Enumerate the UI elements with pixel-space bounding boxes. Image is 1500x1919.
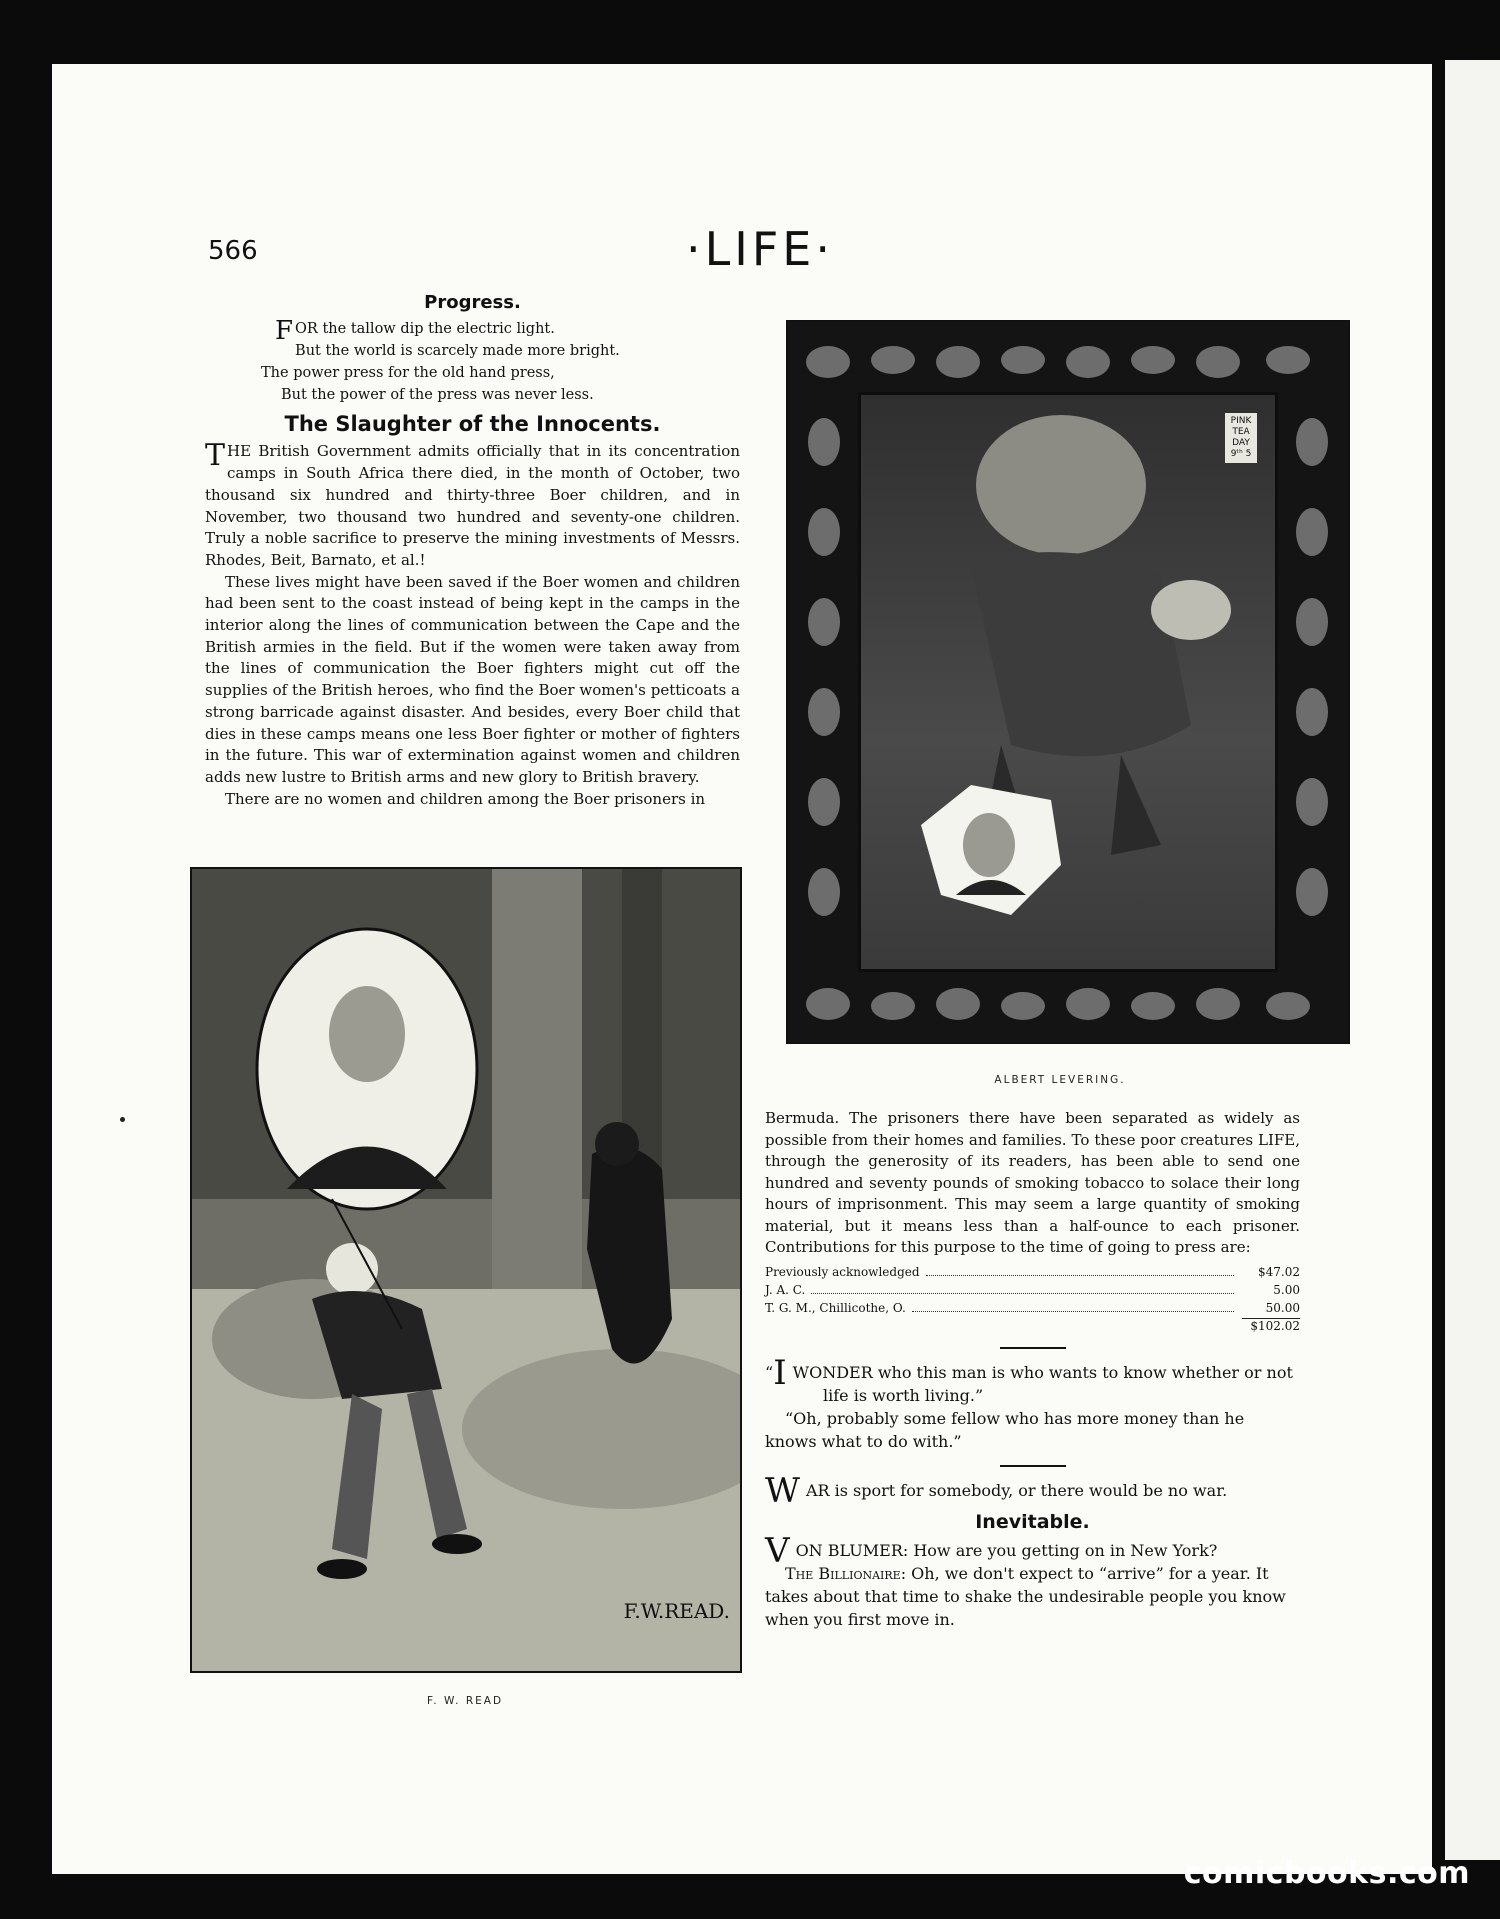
drop-cap: V	[765, 1531, 790, 1571]
slaughter-paragraph-1: THE British Government admits officially that in its concentration camps in South Africa there died, in the month of October, two thousand six hundred and thirty-three Boer children, and in November, two thousand two hundred and seventy-one children. Truly a noble sacrifice to preserve the mining investments of Messrs. Rhodes, Beit, Barnato, et al.!	[205, 438, 740, 569]
slaughter-paragraph-2: These lives might have been saved if the Boer women and children had been sent to the coast instead of being kept in the camps in the interior along the lines of communication between the Cape and the British armies in the field. But if the women were taken away from the lines of communication the Boer fighters might cut off the supplies of the British heroes, who find the Boer women's petticoats a strong barricade against disaster. And besides, every Boer child that dies in these camps means one less Boer fighter or mother of fighters in the future. This war of extermination against women and children adds new lustre to British arms and new glory to British bravery.	[205, 572, 740, 786]
slaughter-paragraph-3: There are no women and children among the Boer prisoners in	[225, 789, 706, 808]
page-number: 566	[208, 236, 258, 266]
inevitable-line-1: VON BLUMER: How are you getting on in New York?	[765, 1531, 1218, 1571]
right-illustration-caption: ALBERT LEVERING.	[994, 1074, 1126, 1086]
wonder-joke	[765, 1352, 1300, 1453]
ledger-row: T. G. M., Chillicothe, O. 50.00	[765, 1300, 1300, 1315]
poem-line: But the world is scarcely made more bright.	[295, 342, 620, 359]
ledger-total: $102.02	[765, 1317, 1300, 1335]
adjacent-page-edge	[1445, 60, 1500, 1860]
slaughter-title: The Slaughter of the Innocents.	[284, 411, 661, 436]
golfer-bear-drawing	[192, 869, 740, 1671]
masthead-title: ·LIFE·	[686, 222, 834, 276]
poem-line: The power press for the old hand press,	[261, 364, 555, 381]
right-column	[765, 1108, 1300, 1631]
section-divider	[1000, 1347, 1066, 1349]
progress-title: Progress.	[424, 292, 521, 313]
pink-tea-day-sign: PINK TEA DAY 9ᵗʰ 5	[1225, 413, 1257, 463]
section-divider	[1000, 1465, 1066, 1467]
drop-cap: T	[205, 438, 226, 474]
left-illustration-caption: F. W. READ	[426, 1695, 504, 1707]
drop-cap: F	[275, 315, 294, 346]
illustration-framed-caricature	[786, 320, 1350, 1044]
site-watermark: comicbooks.com	[1183, 1856, 1470, 1891]
poem-line: But the power of the press was never less.	[281, 386, 594, 403]
left-column	[205, 292, 740, 810]
margin-speck	[120, 1117, 125, 1122]
contributions-ledger	[765, 1263, 1300, 1335]
ledger-row: Previously acknowledged $47.02	[765, 1264, 1300, 1279]
poem-line: FOR the tallow dip the electric light.	[275, 315, 555, 346]
inevitable-title: Inevitable.	[975, 1510, 1090, 1533]
progress-poem	[205, 315, 740, 406]
slaughter-continued: Bermuda. The prisoners there have been separated as widely as possible from their homes and families. To these poor creatures LIFE, through the generosity of its readers, has been able to send one hundred and seventy pounds of smoking tobacco to solace their long hours of imprisonment. This may seem a large quantity of smoking material, but it means less than a half-ounce to each prisoner. Contributions for this purpose to the time of going to press are:	[765, 1109, 1300, 1256]
wonder-line-1: “I WONDER who this man is who wants to know whether or not life is worth living.”	[765, 1352, 1293, 1405]
ledger-row: J. A. C. 5.00	[765, 1282, 1300, 1297]
painting-canvas	[858, 392, 1278, 972]
artist-signature: F.W.READ.	[623, 1599, 730, 1623]
caricature-drawing	[861, 395, 1275, 969]
wonder-line-2: “Oh, probably some fellow who has more money than he knows what to do with.”	[765, 1408, 1245, 1451]
drop-cap: I	[773, 1352, 787, 1393]
war-quip: WAR is sport for somebody, or there would be no war.	[765, 1470, 1228, 1511]
inevitable-line-2: The Billionaire: Oh, we don't expect to “arrive” for a year. It takes about that time to shake the undesirable people you know when you first move in.	[765, 1564, 1286, 1629]
drop-cap: W	[765, 1470, 800, 1511]
illustration-golfer-bear	[190, 867, 742, 1673]
